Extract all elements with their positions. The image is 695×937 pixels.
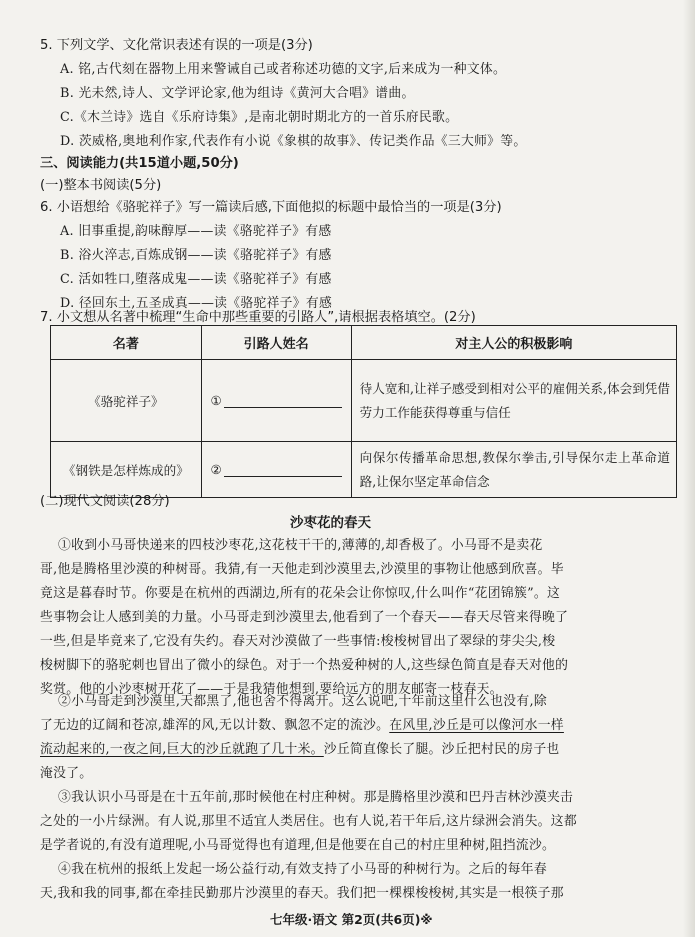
row2-blank-label: ② <box>210 462 222 477</box>
row2-answer-blank[interactable] <box>224 462 342 477</box>
q6-stem: 6. 小语想给《骆驼祥子》写一篇读后感,下面他拟的标题中最恰当的一项是(3分) <box>40 200 502 215</box>
article-underline-2: 流动起来的,一夜之间,巨大的沙丘就跑了几十米。 <box>40 742 324 757</box>
article-line-10 <box>40 738 560 757</box>
article-underline-1: 在风里,沙丘是可以像河水一样 <box>389 718 564 733</box>
q7-table <box>50 325 677 498</box>
q5-stem: 5. 下列文学、文化常识表述有误的一项是(3分) <box>40 38 313 53</box>
q6-option-a: A. 旧事重提,韵味醇厚——读《骆驼祥子》有感 <box>60 224 332 239</box>
q6-option-c: C. 活如牲口,堕落成鬼——读《骆驼祥子》有感 <box>60 272 332 287</box>
row1-blank-label: ① <box>210 393 222 408</box>
q6-option-d: D. 径回东土,五圣成真——读《骆驼祥子》有感 <box>60 296 333 311</box>
section3-heading: 三、阅读能力(共15道小题,50分) <box>40 156 239 171</box>
q6-option-b: B. 浴火淬志,百炼成钢——读《骆驼祥子》有感 <box>60 248 332 263</box>
sub1-heading: (一)整本书阅读(5分) <box>40 178 162 193</box>
article-line-8: ②小马哥走到沙漠里,天都黑了,他也舍不得离开。这么说吧,十年前这里什么也没有,除 <box>58 694 547 709</box>
page-edge-shadow <box>683 0 695 937</box>
header-guide-name: 引路人姓名 <box>201 326 351 360</box>
sub2-heading: (二)现代文阅读(28分) <box>40 494 170 509</box>
article-line-7: 奖赏。他的小沙枣树开花了——于是我猜他想到,要给远方的朋友邮寄一枝春天。 <box>40 682 503 697</box>
article-line-5: 一些,但是毕竟来了,它没有失约。春天对沙漠做了一些事情:梭梭树冒出了翠绿的芽尖尖,梭 <box>40 634 556 649</box>
article-line-3: 竟这是暮春时节。你要是在杭州的西湖边,所有的花朵会让你惊叹,什么叫作“花团锦簇”。这 <box>40 586 561 601</box>
article-title: 沙枣花的春天 <box>290 515 371 531</box>
article-line-4: 些事物会让人感到美的力量。小马哥走到沙漠里去,他看到了一个春天——春天尽管来得晚了 <box>40 610 569 625</box>
article-line-13: 之处的一小片绿洲。有人说,那里不适宜人类居住。也有人说,若干年后,这片绿洲会消失。这都 <box>40 814 577 829</box>
q7-table-header <box>51 326 677 360</box>
article-line-9-text: 了无边的辽阔和苍凉,雄浑的风,无以计数、飘忽不定的流沙。 <box>40 718 390 733</box>
page-footer: 七年级·语文 第2页(共6页)※ <box>270 912 433 927</box>
row2-book: 《钢铁是怎样炼成的》 <box>51 442 202 498</box>
row1-guide-cell <box>201 360 351 442</box>
q5-option-d: D. 茨威格,奥地利作家,代表作有小说《象棋的故事》、传记类作品《三大师》等。 <box>60 134 527 149</box>
q5-option-a: A. 铭,古代刻在器物上用来警诫自己或者称述功德的文字,后来成为一种文体。 <box>60 62 507 77</box>
article-line-16: 天,我和我的同事,都在牵挂民勤那片沙漠里的春天。我们把一棵棵梭梭树,其实是一根筷子那 <box>40 886 564 901</box>
article-line-14: 是学者说的,有没有道理呢,小马哥觉得也有道理,但是他要在自己的村庄里种树,阻挡流沙。 <box>40 838 556 853</box>
article-line-10-rest: 沙丘简直像长了腿。沙丘把村民的房子也 <box>323 742 560 757</box>
article-line-9 <box>40 714 564 733</box>
article-line-2: 哥,他是腾格里沙漠的种树哥。我猜,有一天他走到沙漠里去,沙漠里的事物让他感到欣喜。毕 <box>40 562 564 577</box>
q5-option-c: C.《木兰诗》选自《乐府诗集》,是南北朝时期北方的一首乐府民歌。 <box>60 110 459 125</box>
row1-book: 《骆驼祥子》 <box>51 360 202 442</box>
q7-stem: 7. 小文想从名著中梳理“生命中那些重要的引路人”,请根据表格填空。(2分) <box>40 310 476 325</box>
row1-answer-blank[interactable] <box>224 393 342 408</box>
article-line-11: 淹没了。 <box>40 766 93 781</box>
row2-effect: 向保尔传播革命思想,教保尔拳击,引导保尔走上革命道路,让保尔坚定革命信念 <box>351 442 676 498</box>
row1-effect: 待人宽和,让祥子感受到相对公平的雇佣关系,体会到凭借劳力工作能获得尊重与信任 <box>351 360 676 442</box>
header-book: 名著 <box>51 326 202 360</box>
row2-guide-cell <box>201 442 351 498</box>
article-line-15: ④我在杭州的报纸上发起一场公益行动,有效支持了小马哥的种树行为。之后的每年春 <box>58 862 547 877</box>
article-line-1: ①收到小马哥快递来的四枝沙枣花,这花枝干干的,薄薄的,却香极了。小马哥不是卖花 <box>58 538 543 553</box>
header-effect: 对主人公的积极影响 <box>351 326 676 360</box>
table-row <box>51 360 677 442</box>
article-line-12: ③我认识小马哥是在十五年前,那时候他在村庄种树。那是腾格里沙漠和巴丹吉林沙漠夹击 <box>58 790 574 805</box>
article-line-6: 梭树脚下的骆驼刺也冒出了微小的绿色。对于一个热爱种树的人,这些绿色简直是春天对他的 <box>40 658 569 673</box>
q5-option-b: B. 光未然,诗人、文学评论家,他为组诗《黄河大合唱》谱曲。 <box>60 86 415 101</box>
